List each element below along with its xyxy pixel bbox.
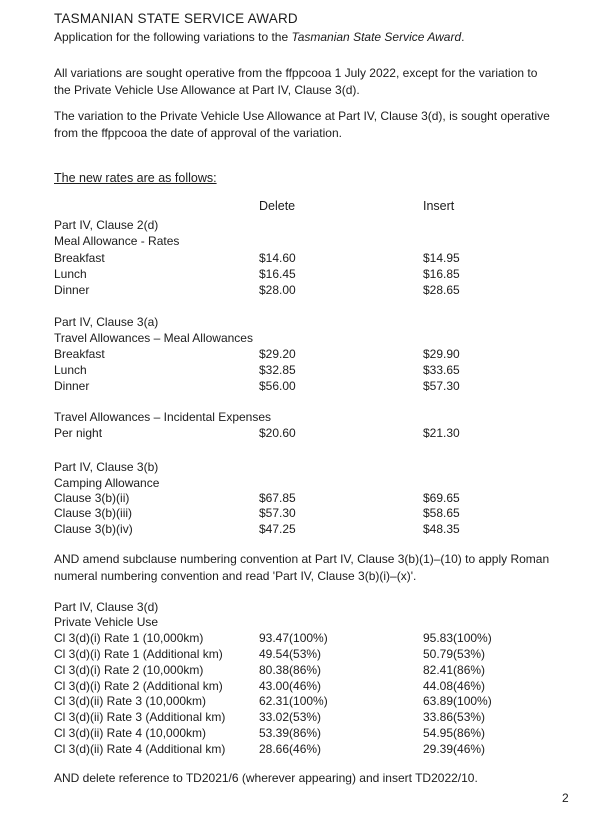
section-subheading: Camping Allowance: [54, 476, 160, 490]
delete-value: $28.00: [259, 283, 296, 297]
rate-label: Lunch: [54, 267, 87, 281]
rate-label: Cl 3(d)(i) Rate 1 (Additional km): [54, 647, 223, 661]
subtitle-award-name: Tasmanian State Service Award: [291, 30, 462, 44]
rate-label: Per night: [54, 426, 103, 440]
section-heading: Part IV, Clause 3(b): [54, 460, 159, 474]
operative-date-paragraph: All variations are sought operative from the ffppcooa 1 July 2022, except for the variation to the Private Vehicle Use Allowance at Part IV, Clause 3(d).: [54, 66, 538, 97]
rate-label: Breakfast: [54, 251, 105, 265]
section-heading: Part IV, Clause 3(d): [54, 600, 159, 614]
delete-value: $29.20: [259, 347, 296, 361]
section-heading: Part IV, Clause 3(a): [54, 315, 159, 329]
column-header-delete: Delete: [259, 199, 296, 213]
delete-value: 62.31(100%): [259, 694, 328, 708]
insert-value: $29.90: [423, 347, 460, 361]
delete-value: $57.30: [259, 506, 296, 520]
delete-value: 28.66(46%): [259, 742, 322, 756]
rate-label: Cl 3(d)(i) Rate 2 (Additional km): [54, 679, 223, 693]
section-heading: Part IV, Clause 2(d): [54, 218, 159, 232]
rate-label: Dinner: [54, 283, 90, 297]
rate-label: Dinner: [54, 379, 90, 393]
delete-value: $47.25: [259, 522, 296, 536]
insert-value: $48.35: [423, 522, 460, 536]
insert-value: $21.30: [423, 426, 460, 440]
rate-label: Cl 3(d)(ii) Rate 4 (Additional km): [54, 742, 226, 756]
rate-label: Cl 3(d)(i) Rate 2 (10,000km): [54, 663, 204, 677]
rate-label: Clause 3(b)(ii): [54, 491, 130, 505]
rate-label: Cl 3(d)(i) Rate 1 (10,000km): [54, 631, 204, 645]
delete-value: 93.47(100%): [259, 631, 328, 645]
insert-value: $69.65: [423, 491, 460, 505]
delete-value: 33.02(53%): [259, 710, 322, 724]
rate-label: Clause 3(b)(iv): [54, 522, 133, 536]
section-subheading: Travel Allowances – Meal Allowances: [54, 331, 253, 345]
insert-value: 63.89(100%): [423, 694, 492, 708]
insert-value: 44.08(46%): [423, 679, 486, 693]
section-subheading: Travel Allowances – Incidental Expenses: [54, 410, 272, 424]
section-subheading: Meal Allowance - Rates: [54, 234, 180, 248]
delete-value: $16.45: [259, 267, 296, 281]
insert-value: 54.95(86%): [423, 726, 486, 740]
insert-value: 50.79(53%): [423, 647, 486, 661]
insert-value: $16.85: [423, 267, 460, 281]
rate-label: Breakfast: [54, 347, 105, 361]
delete-value: 43.00(46%): [259, 679, 322, 693]
section-subheading: Private Vehicle Use: [54, 615, 159, 629]
delete-value: 49.54(53%): [259, 647, 322, 661]
rate-label: Cl 3(d)(ii) Rate 3 (Additional km): [54, 710, 226, 724]
amend-numbering-paragraph: AND amend subclause numbering convention at Part IV, Clause 3(b)(1)–(10) to apply Roman numeral numbering convention and read 'Part IV, Clause 3(b)(i)–(x)'.: [54, 552, 550, 583]
rate-label: Cl 3(d)(ii) Rate 3 (10,000km): [54, 694, 207, 708]
insert-value: $57.30: [423, 379, 460, 393]
delete-value: 53.39(86%): [259, 726, 322, 740]
rate-label: Cl 3(d)(ii) Rate 4 (10,000km): [54, 726, 207, 740]
document-subtitle: [54, 30, 464, 44]
insert-value: 95.83(100%): [423, 631, 492, 645]
insert-value: $58.65: [423, 506, 460, 520]
delete-value: $67.85: [259, 491, 296, 505]
column-header-insert: Insert: [423, 199, 455, 213]
rate-label: Lunch: [54, 363, 87, 377]
delete-value: $56.00: [259, 379, 296, 393]
delete-value: $14.60: [259, 251, 296, 265]
insert-value: 82.41(86%): [423, 663, 486, 677]
insert-value: 29.39(46%): [423, 742, 486, 756]
delete-value: $20.60: [259, 426, 296, 440]
subtitle-end: .: [461, 30, 465, 44]
page-number: 2: [562, 791, 569, 805]
delete-value: 80.38(86%): [259, 663, 322, 677]
subtitle-text: Application for the following variations to the: [54, 30, 292, 44]
delete-reference-paragraph: AND delete reference to TD2021/6 (wherever appearing) and insert TD2022/10.: [54, 771, 478, 785]
delete-value: $32.85: [259, 363, 296, 377]
rate-label: Clause 3(b)(iii): [54, 506, 133, 520]
insert-value: $14.95: [423, 251, 460, 265]
rates-heading: The new rates are as follows:: [54, 171, 217, 185]
insert-value: $33.65: [423, 363, 460, 377]
insert-value: 33.86(53%): [423, 710, 486, 724]
document-title: TASMANIAN STATE SERVICE AWARD: [54, 11, 298, 26]
insert-value: $28.65: [423, 283, 460, 297]
vehicle-allowance-paragraph: The variation to the Private Vehicle Use Allowance at Part IV, Clause 3(d), is sought operative from the ffppcooa the date of approval of the variation.: [54, 109, 550, 140]
